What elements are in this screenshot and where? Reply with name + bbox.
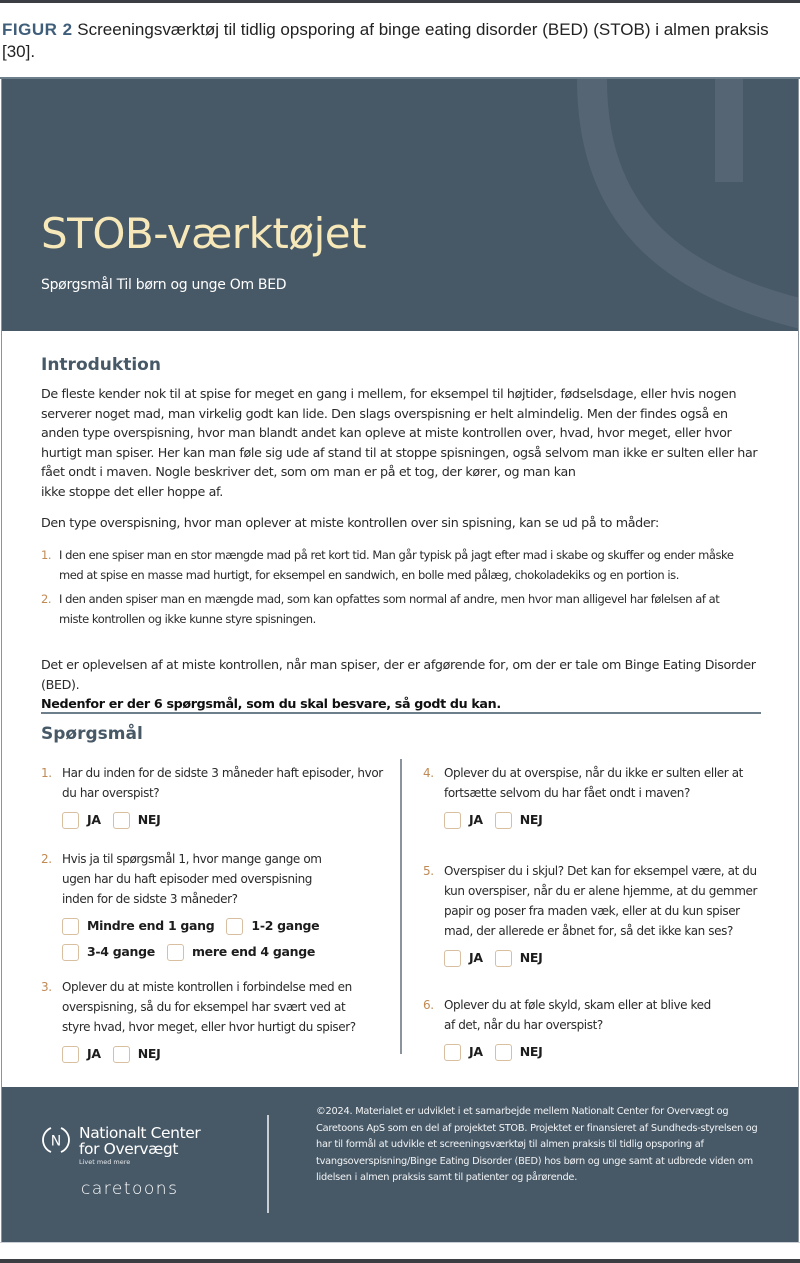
answer-options [444, 1042, 783, 1062]
option-label: JA [469, 1044, 483, 1059]
question-1 [41, 763, 391, 830]
decorative-arc-icon [2, 79, 798, 331]
conclusion-text: Det er oplevelsen af at miste kontrollen, når man spiser, der er afgørende for, om der er tale om Binge Eating Disorder (BED). [41, 657, 756, 692]
question-text: Har du inden for de sidste 3 måneder haft episoder, hvor du har overspist? [62, 766, 383, 800]
bottom-rule [0, 1259, 800, 1263]
question-5 [423, 861, 783, 968]
checkbox[interactable] [167, 944, 184, 961]
question-3 [41, 977, 391, 1064]
option-nej[interactable] [113, 1044, 161, 1064]
option-ja[interactable] [444, 948, 483, 968]
nco-wordmark [79, 1125, 200, 1166]
checkbox[interactable] [62, 944, 79, 961]
figure-caption-text: Screeningsværktøj til tidlig opsporing af binge eating disorder (BED) (STOB) i almen praksis [30]. [2, 20, 769, 61]
document-subtitle: Spørgsmål Til børn og unge Om BED [41, 277, 287, 293]
intro-paragraph-1-text: De fleste kender nok til at spise for meget en gang i mellem, for eksempel til højtider, fødselsdage, eller hvis nogen serverer noget mad, man virkelig godt kan lide. Den slags overspisning er helt almindelig. Men der findes også en anden type overspisning, hvor man blandt andet kan opleve at miste kontrollen over, hvad, hvor meget, eller hvor hurtigt man spiser. Her kan man føle sig ude af stand til at stoppe spisningen, også selvom man ikke er sulten eller har fået ondt i maven. Nogle beskriver det, som om man er på et tog, der kører, og man kan [41, 386, 758, 479]
section-divider [41, 712, 761, 714]
option-ja[interactable] [444, 810, 483, 830]
question-number: 5. [423, 864, 434, 878]
question-text: Oplever du at føle skyld, skam eller at blive ked af det, når du har overspist? [444, 998, 711, 1032]
checkbox[interactable] [495, 812, 512, 829]
option-nej[interactable] [495, 948, 543, 968]
question-4 [423, 763, 783, 830]
option-label: JA [87, 1046, 101, 1061]
option-ja[interactable] [62, 1044, 101, 1064]
answer-options [444, 948, 783, 968]
question-number: 3. [41, 980, 52, 994]
checkbox[interactable] [495, 950, 512, 967]
bottom-rule-light [0, 1242, 800, 1243]
checkbox[interactable] [62, 918, 79, 935]
checkbox[interactable] [444, 1044, 461, 1061]
intro-conclusion [41, 655, 766, 714]
option-ja[interactable] [62, 810, 101, 830]
question-number: 1. [41, 766, 52, 780]
question-number: 6. [423, 998, 434, 1012]
answer-options [62, 916, 352, 962]
checkbox[interactable] [62, 812, 79, 829]
option-label: JA [87, 812, 101, 827]
option-label: 3-4 gange [87, 944, 155, 959]
column-divider [400, 759, 402, 1054]
intro-paragraph-2: Den type overspisning, hvor man oplever at miste kontrollen over sin spisning, kan se ud på to måder: [41, 515, 659, 530]
checkbox[interactable] [444, 950, 461, 967]
questions-heading: Spørgsmål [41, 724, 143, 744]
checkbox[interactable] [62, 1046, 79, 1063]
list-number: 1. [41, 548, 52, 562]
intro-list-item [41, 545, 741, 585]
intro-heading: Introduktion [41, 355, 161, 375]
list-text: I den ene spiser man en stor mængde mad på ret kort tid. Man går typisk på jagt efter mad i skabe og skuffer og ender måske med at spise en masse mad hurtigt, for eksempel en sandwich, en bolle med pålæg, chokoladekiks og en portion is. [59, 548, 734, 582]
option-label: Mindre end 1 gang [87, 918, 215, 933]
document-header [2, 79, 798, 331]
figure-label: FIGUR 2 [2, 20, 73, 39]
intro-paragraph-1 [41, 384, 766, 501]
option-label: NEJ [137, 812, 161, 827]
answer-options [62, 1044, 391, 1064]
option-label: NEJ [519, 1044, 543, 1059]
question-2 [41, 849, 391, 962]
n-circle-logo-icon [41, 1125, 71, 1155]
conclusion-instruction: Nedenfor er der 6 spørgsmål, som du skal besvare, så godt du kan. [41, 696, 501, 711]
checkbox[interactable] [113, 1046, 130, 1063]
option-ja[interactable] [444, 1042, 483, 1062]
stob-document [1, 79, 799, 1242]
top-rule [0, 0, 800, 3]
footer-divider [267, 1115, 269, 1213]
footer-copyright-text: ©2024. Materialet er udviklet i et samarbejde mellem Nationalt Center for Overvægt og Caretoons ApS som en del af projektet STOB. Projektet er finansieret af Sundheds-styrelsen og har til formål at udvikle et screeningsværktøj til almen praksis til tidlig opsporing af tvangsoverspisning/Binge Eating Disorder (BED) hos børn og unge samt at udbrede viden om lidelsen i almen praksis samt til patienter og pårørende. [316, 1106, 758, 1183]
intro-list-item [41, 589, 741, 629]
intro-list [41, 545, 741, 633]
checkbox[interactable] [226, 918, 243, 935]
org-name-line-2: for Overvægt [79, 1140, 179, 1158]
question-text: Oplever du at overspise, når du ikke er sulten eller at fortsætte selvom du har fået ondt i maven? [444, 766, 743, 800]
option-3-4[interactable] [62, 942, 155, 962]
question-number: 2. [41, 852, 52, 866]
option-nej[interactable] [113, 810, 161, 830]
option-label: 1-2 gange [251, 918, 320, 933]
question-number: 4. [423, 766, 434, 780]
list-text: I den anden spiser man en mængde mad, som kan opfattes som normal af andre, men hvor man alligevel har følelsen af at miste kontrollen og ikke kunne styre spisningen. [59, 592, 720, 626]
org-name-line-1: Nationalt Center [79, 1124, 201, 1142]
option-label: JA [469, 812, 483, 827]
option-nej[interactable] [495, 810, 543, 830]
document-footer [2, 1087, 798, 1242]
option-1-2[interactable] [226, 916, 319, 936]
option-label: mere end 4 gange [191, 944, 316, 959]
figure-caption [2, 19, 792, 63]
document-title: STOB-værktøjet [41, 209, 367, 258]
checkbox[interactable] [444, 812, 461, 829]
option-nej[interactable] [495, 1042, 543, 1062]
option-label: NEJ [137, 1046, 161, 1061]
nationalt-center-logo [41, 1125, 200, 1166]
question-text: Hvis ja til spørgsmål 1, hvor mange gange om ugen har du haft episoder med overspisning inden for de sidste 3 måneder? [62, 852, 322, 906]
checkbox[interactable] [495, 1044, 512, 1061]
option-label: NEJ [519, 950, 543, 965]
checkbox[interactable] [113, 812, 130, 829]
option-label: NEJ [519, 812, 543, 827]
option-more-than-4[interactable] [167, 942, 315, 962]
answer-options [62, 810, 391, 830]
answer-options [444, 810, 783, 830]
option-less-than-1[interactable] [62, 916, 214, 936]
caretoons-logo: caretoons [81, 1179, 179, 1199]
question-text: Overspiser du i skjul? Det kan for eksempel være, at du kun overspiser, når du er alene hjemme, at du gemmer papir og poser fra maden væk, eller at du kun spiser mad, der allerede er åbnet for, så det ikke kan ses? [444, 864, 758, 938]
org-tagline: Livet med mere [79, 1158, 131, 1166]
logo-letter: N [50, 1133, 62, 1150]
option-label: JA [469, 950, 483, 965]
question-text: Oplever du at miste kontrollen i forbindelse med en overspisning, så du for eksempel har svært ved at styre hvad, hvor meget, eller hvor hurtigt du spiser? [62, 980, 356, 1034]
question-6 [423, 995, 783, 1062]
intro-paragraph-1-end: ikke stoppe det eller hoppe af. [41, 483, 223, 499]
list-number: 2. [41, 592, 52, 606]
